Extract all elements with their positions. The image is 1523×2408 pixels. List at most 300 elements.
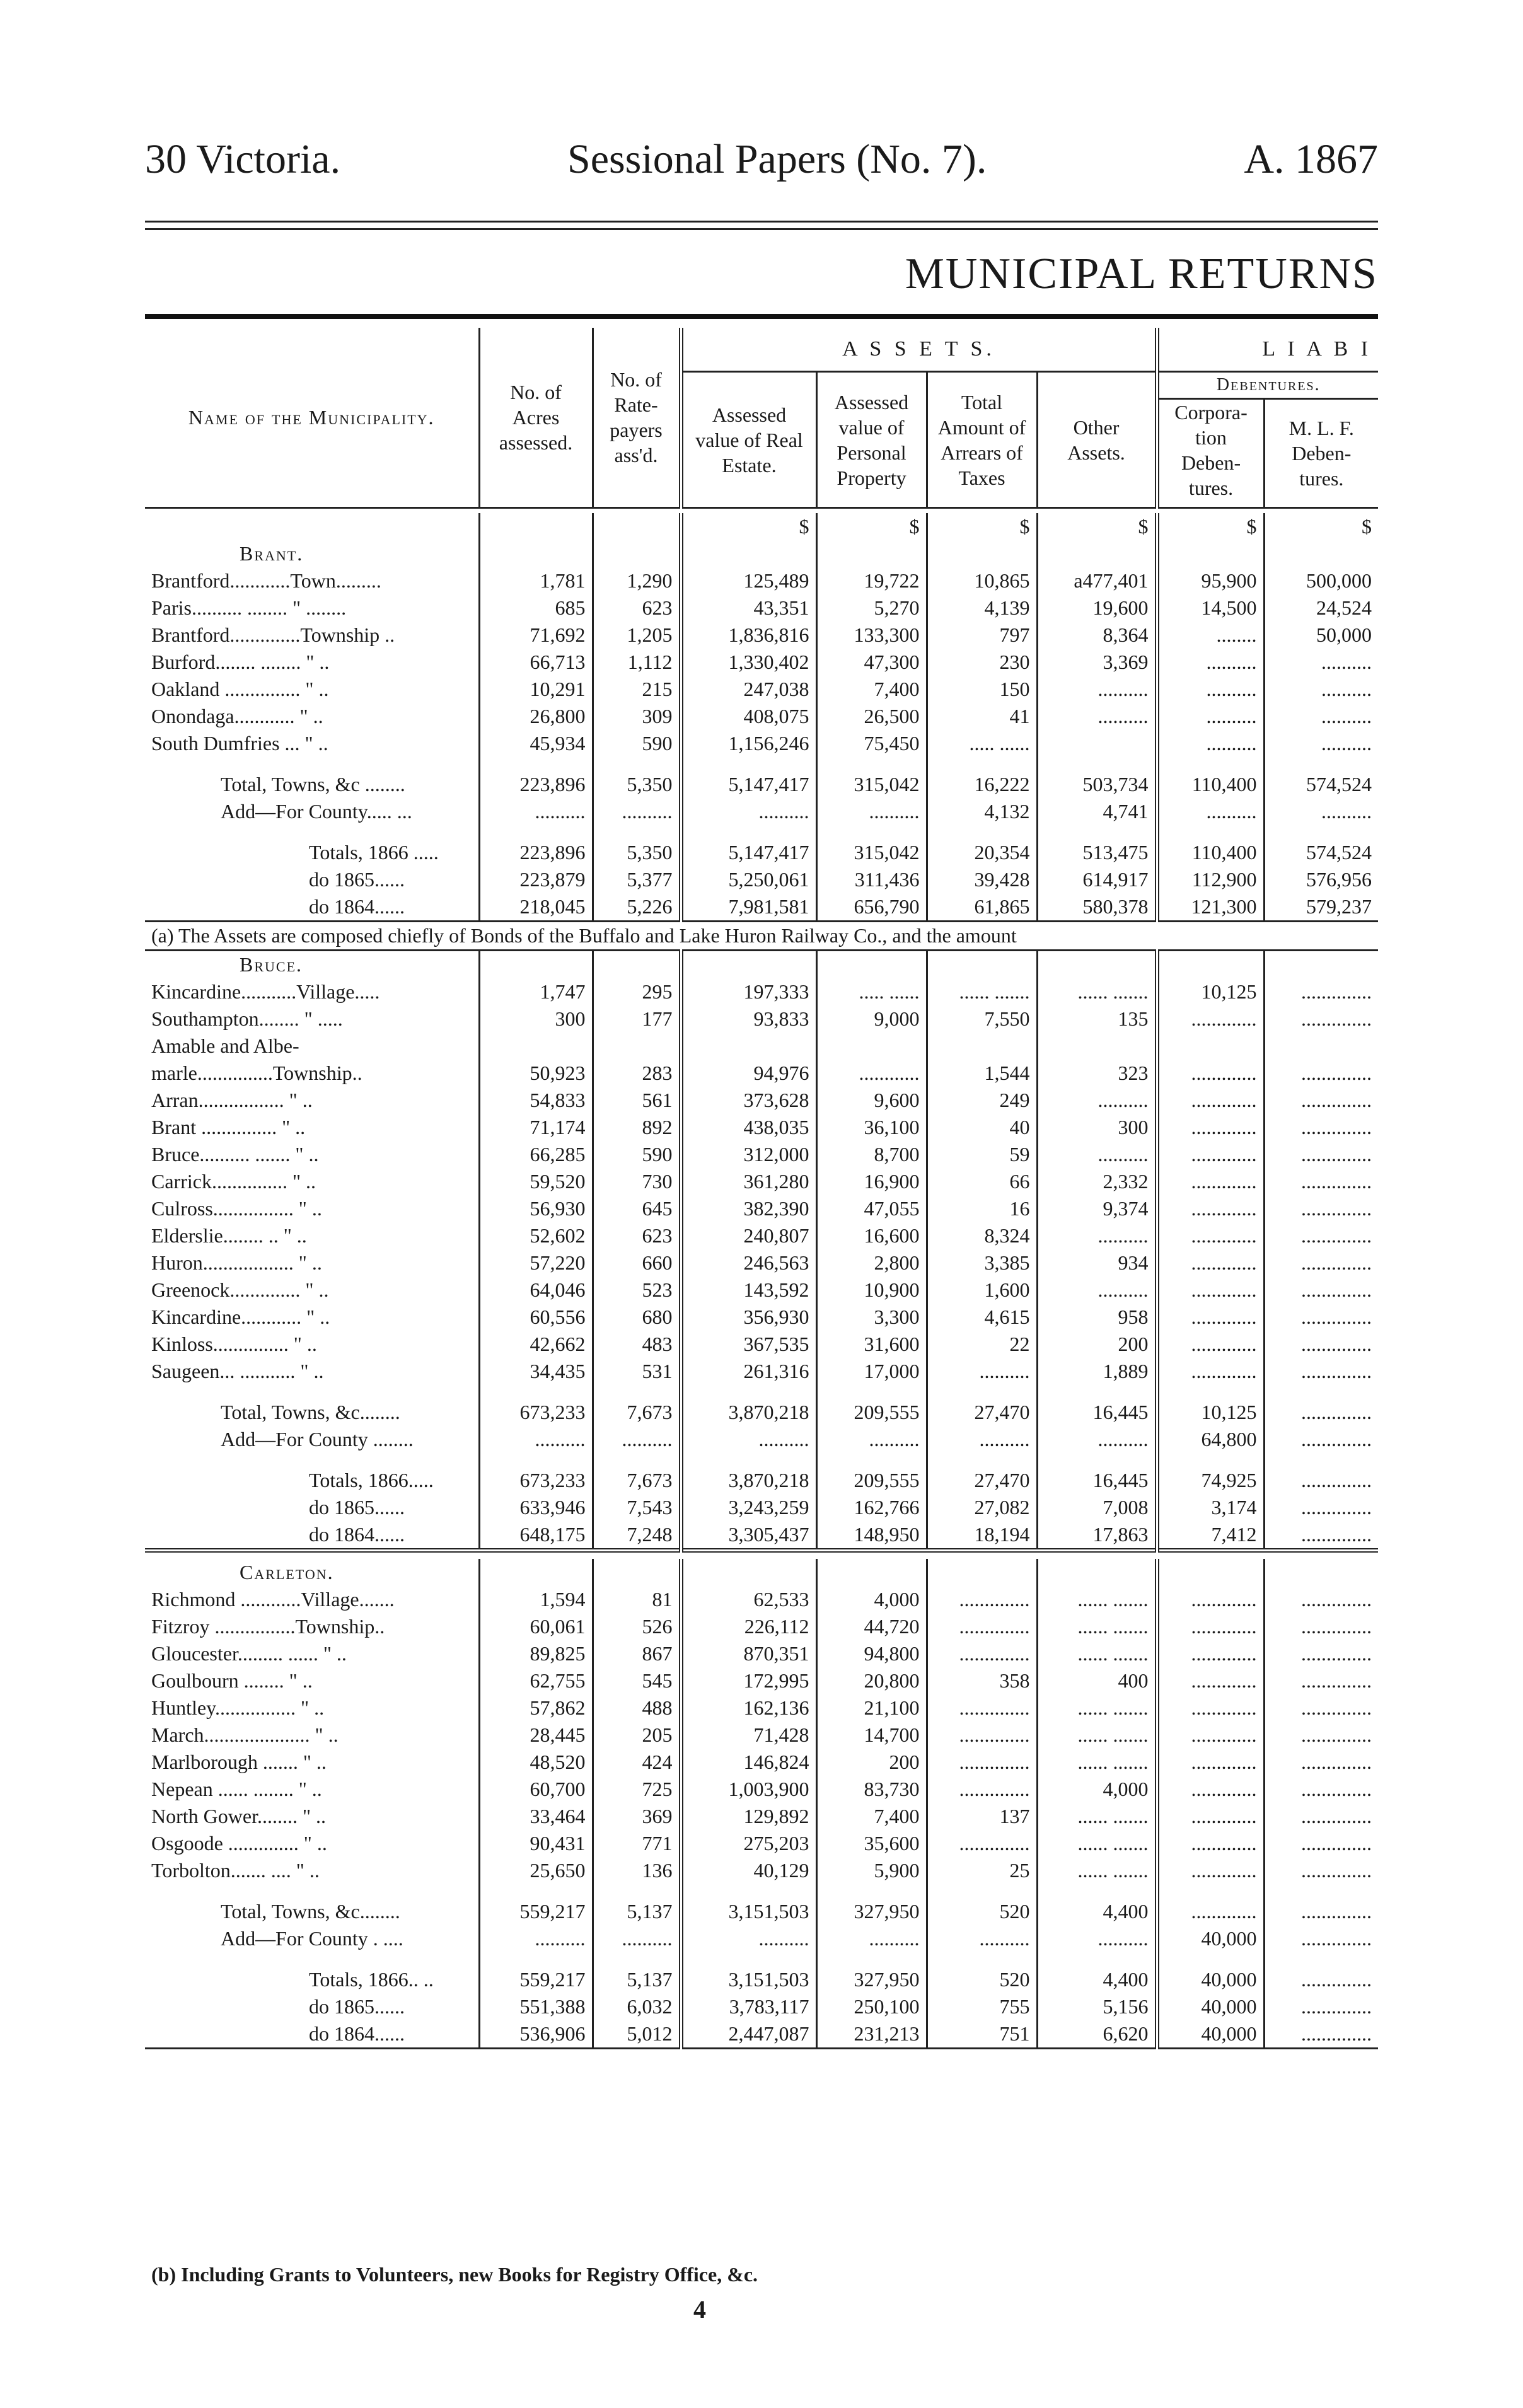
cell: .............. <box>1264 1830 1378 1857</box>
cell: .............. <box>1264 1925 1378 1952</box>
cell: do 1864...... <box>309 894 405 918</box>
cell: .......... <box>1264 703 1378 730</box>
cell: 4,000 <box>816 1586 927 1613</box>
cell: 48,520 <box>479 1749 593 1776</box>
cell: 19,722 <box>816 567 927 594</box>
cell: 623 <box>593 594 681 622</box>
table-row <box>145 1222 1378 1249</box>
cell <box>479 513 593 540</box>
cell: Marlborough ....... " .. <box>151 1750 327 1773</box>
cell: 40 <box>927 1114 1037 1141</box>
cell <box>816 1033 927 1060</box>
currency-row <box>145 513 1378 540</box>
cell: 1,594 <box>479 1586 593 1613</box>
table-row <box>145 622 1378 649</box>
cell: 327,950 <box>816 1898 927 1925</box>
cell: 54,833 <box>479 1087 593 1114</box>
cell: 2,800 <box>816 1249 927 1276</box>
cell: 83,730 <box>816 1776 927 1803</box>
cell <box>479 1559 593 1586</box>
section-divider <box>145 1550 1378 1559</box>
table-row <box>145 1640 1378 1667</box>
cell <box>1037 1559 1157 1586</box>
cell <box>816 540 927 567</box>
cell: Osgoode .............. " .. <box>151 1831 327 1855</box>
cell: .......... <box>1037 1925 1157 1952</box>
cell: Total, Towns, &c ........ <box>221 772 405 796</box>
cell <box>479 1033 593 1060</box>
col-corporation-debentures-header: Corpora-tion Deben-tures. <box>1157 399 1264 508</box>
cell: 9,374 <box>1037 1195 1157 1222</box>
cell: ...... ....... <box>1037 978 1157 1005</box>
cell: 5,147,417 <box>681 771 816 798</box>
cell: 576,956 <box>1264 866 1378 893</box>
cell: North Gower........ " .. <box>151 1804 327 1827</box>
cell: 25 <box>927 1857 1037 1884</box>
cell: .......... <box>479 798 593 825</box>
cell: ..... ...... <box>927 730 1037 757</box>
cell: Nepean ...... ........ " .. <box>151 1777 322 1800</box>
cell: .............. <box>1264 978 1378 1005</box>
cell: 16,445 <box>1037 1467 1157 1494</box>
cell: 45,934 <box>479 730 593 757</box>
cell: 5,156 <box>1037 1993 1157 2020</box>
cell: do 1865...... <box>309 1994 405 2018</box>
cell: 500,000 <box>1264 567 1378 594</box>
cell: .......... <box>1037 1141 1157 1168</box>
cell: 300 <box>1037 1114 1157 1141</box>
cell: Amable and Albe- <box>151 1034 299 1057</box>
cell <box>681 950 816 978</box>
year-totals-row <box>145 2020 1378 2049</box>
cell: Bruce.......... ....... " .. <box>151 1142 319 1166</box>
cell: 5,350 <box>593 771 681 798</box>
cell <box>479 950 593 978</box>
cell: 223,896 <box>479 771 593 798</box>
table-row <box>145 1613 1378 1640</box>
cell: Brant. <box>240 541 304 565</box>
table-row <box>145 1667 1378 1694</box>
cell: 574,524 <box>1264 839 1378 866</box>
cell <box>593 513 681 540</box>
cell: 50,000 <box>1264 622 1378 649</box>
cell: .............. <box>1264 1141 1378 1168</box>
cell: Total, Towns, &c........ <box>221 1400 400 1423</box>
cell: 1,112 <box>593 649 681 676</box>
cell: ...... ....... <box>1037 1830 1157 1857</box>
cell: 513,475 <box>1037 839 1157 866</box>
cell: 14,700 <box>816 1722 927 1749</box>
cell: 4,000 <box>1037 1776 1157 1803</box>
cell: .............. <box>1264 1494 1378 1521</box>
cell: 40,000 <box>1157 1993 1264 2020</box>
cell: 135 <box>1037 1005 1157 1033</box>
cell: ............. <box>1157 1667 1264 1694</box>
cell: 43,351 <box>681 594 816 622</box>
cell: 523 <box>593 1276 681 1304</box>
table-row <box>145 1005 1378 1033</box>
cell: 129,892 <box>681 1803 816 1830</box>
cell: .............. <box>927 1586 1037 1613</box>
cell: .......... <box>593 1925 681 1952</box>
cell: 673,233 <box>479 1399 593 1426</box>
cell: 526 <box>593 1613 681 1640</box>
cell: 112,900 <box>1157 866 1264 893</box>
year-totals-row <box>145 1966 1378 1993</box>
cell: 580,378 <box>1037 893 1157 922</box>
col-other-assets-header: Other Assets. <box>1037 372 1157 508</box>
cell: South Dumfries ... " .. <box>151 731 328 755</box>
cell: ............. <box>1157 1222 1264 1249</box>
cell: 958 <box>1037 1304 1157 1331</box>
cell: .......... <box>1037 676 1157 703</box>
section-heading <box>145 540 1378 567</box>
cell: 356,930 <box>681 1304 816 1331</box>
cell: 680 <box>593 1304 681 1331</box>
cell: 19,600 <box>1037 594 1157 622</box>
cell: 5,012 <box>593 2020 681 2049</box>
cell: .............. <box>1264 1331 1378 1358</box>
cell: 41 <box>927 703 1037 730</box>
cell: 125,489 <box>681 567 816 594</box>
cell <box>681 1033 816 1060</box>
cell: Totals, 1866.. .. <box>309 1967 434 1991</box>
cell: .............. <box>1264 1276 1378 1304</box>
cell: 1,156,246 <box>681 730 816 757</box>
cell: 361,280 <box>681 1168 816 1195</box>
cell: 66,713 <box>479 649 593 676</box>
cell: 94,976 <box>681 1060 816 1087</box>
cell: a477,401 <box>1037 567 1157 594</box>
col-arrears-header: Total Amount of Arrears of Taxes <box>927 372 1037 508</box>
cell: $ <box>816 513 927 540</box>
cell: ............. <box>1157 1898 1264 1925</box>
total-row <box>145 1898 1378 1925</box>
cell: 247,038 <box>681 676 816 703</box>
year-totals-row <box>145 866 1378 893</box>
cell: $ <box>681 513 816 540</box>
cell: 1,290 <box>593 567 681 594</box>
cell: 6,620 <box>1037 2020 1157 2049</box>
spacer-row <box>145 1453 1378 1467</box>
footnote-b: (b) Including Grants to Volunteers, new Books for Registry Office, &c. <box>151 2263 758 2286</box>
cell: Add—For County ........ <box>221 1427 414 1450</box>
cell: 6,032 <box>593 1993 681 2020</box>
cell: 66 <box>927 1168 1037 1195</box>
cell: 7,008 <box>1037 1494 1157 1521</box>
cell <box>593 1559 681 1586</box>
cell: .............. <box>1264 1694 1378 1722</box>
cell: ............. <box>1157 1857 1264 1884</box>
cell: ............. <box>1157 1749 1264 1776</box>
cell: ............. <box>1157 1613 1264 1640</box>
cell: ............. <box>1157 1195 1264 1222</box>
cell: 66,285 <box>479 1141 593 1168</box>
cell: 17,000 <box>816 1358 927 1385</box>
cell: Kincardine............ " .. <box>151 1305 330 1328</box>
liabilities-group-header: L I A B I <box>1157 328 1378 372</box>
cell: .............. <box>927 1776 1037 1803</box>
rule-top-2 <box>145 228 1378 230</box>
cell: 3,385 <box>927 1249 1037 1276</box>
cell: ............. <box>1157 1114 1264 1141</box>
spacer-row <box>145 1884 1378 1898</box>
cell <box>1037 730 1157 757</box>
cell: ...... ....... <box>1037 1857 1157 1884</box>
cell: .......... <box>1264 798 1378 825</box>
cell: 14,500 <box>1157 594 1264 622</box>
spacer-row <box>145 1385 1378 1399</box>
add-county-row <box>145 1426 1378 1453</box>
table-row <box>145 1694 1378 1722</box>
cell: .......... <box>1157 649 1264 676</box>
add-county-row <box>145 1925 1378 1952</box>
cell: 110,400 <box>1157 839 1264 866</box>
cell: 20,800 <box>816 1667 927 1694</box>
table-row <box>145 1857 1378 1884</box>
cell: 645 <box>593 1195 681 1222</box>
cell <box>1264 540 1378 567</box>
table-row <box>145 1776 1378 1803</box>
cell: .............. <box>1264 1358 1378 1385</box>
cell: 7,673 <box>593 1399 681 1426</box>
cell: Culross................ " .. <box>151 1196 322 1220</box>
cell: ...... ....... <box>1037 1613 1157 1640</box>
cell: .............. <box>1264 1613 1378 1640</box>
cell: 62,755 <box>479 1667 593 1694</box>
cell: 143,592 <box>681 1276 816 1304</box>
cell: 71,692 <box>479 622 593 649</box>
cell: 59,520 <box>479 1168 593 1195</box>
cell: 44,720 <box>816 1613 927 1640</box>
cell: Elderslie........ .. " .. <box>151 1224 307 1247</box>
cell: .............. <box>1264 1399 1378 1426</box>
cell: .............. <box>1264 1467 1378 1494</box>
cell: .............. <box>1264 1640 1378 1667</box>
cell: 240,807 <box>681 1222 816 1249</box>
cell: .............. <box>1264 1722 1378 1749</box>
cell: 47,300 <box>816 649 927 676</box>
cell: .............. <box>1264 1857 1378 1884</box>
cell: 400 <box>1037 1667 1157 1694</box>
cell: 1,003,900 <box>681 1776 816 1803</box>
cell <box>927 1033 1037 1060</box>
cell: do 1865...... <box>309 1495 405 1519</box>
cell: Burford........ ........ " .. <box>151 650 330 673</box>
cell: 18,194 <box>927 1521 1037 1551</box>
table-bottom-rule <box>145 2048 1378 2052</box>
cell <box>1037 540 1157 567</box>
cell: Onondaga............ " .. <box>151 704 323 727</box>
cell: ............. <box>1157 1830 1264 1857</box>
cell: ............. <box>1157 1358 1264 1385</box>
cell: .............. <box>1264 1195 1378 1222</box>
cell: .............. <box>1264 1898 1378 1925</box>
cell: ............. <box>1157 1087 1264 1114</box>
cell: marle...............Township.. <box>151 1061 362 1084</box>
cell: 22 <box>927 1331 1037 1358</box>
page-mark: 4 <box>693 2295 706 2324</box>
cell: 64,800 <box>1157 1426 1264 1453</box>
table-row <box>145 1276 1378 1304</box>
cell: 315,042 <box>816 771 927 798</box>
cell: .......... <box>593 1426 681 1453</box>
cell: .......... <box>816 1925 927 1952</box>
cell: ............. <box>1157 1005 1264 1033</box>
cell: 9,000 <box>816 1005 927 1033</box>
col-ratepayers-header: No. of Rate-payers ass'd. <box>593 328 681 508</box>
cell: 623 <box>593 1222 681 1249</box>
cell: 64,046 <box>479 1276 593 1304</box>
cell: 16,222 <box>927 771 1037 798</box>
cell: 545 <box>593 1667 681 1694</box>
cell: 71,174 <box>479 1114 593 1141</box>
cell: 10,291 <box>479 676 593 703</box>
cell: .......... <box>816 798 927 825</box>
cell: .......... <box>1157 730 1264 757</box>
cell: 223,896 <box>479 839 593 866</box>
cell: 3,300 <box>816 1304 927 1331</box>
municipal-returns-table <box>145 328 1378 2052</box>
cell: Southampton........ " ..... <box>151 1007 343 1030</box>
cell: .............. <box>1264 1060 1378 1087</box>
table-row <box>145 1331 1378 1358</box>
cell: 5,900 <box>816 1857 927 1884</box>
cell: 74,925 <box>1157 1467 1264 1494</box>
cell: .............. <box>1264 1114 1378 1141</box>
cell: 751 <box>927 2020 1037 2049</box>
table-row <box>145 649 1378 676</box>
cell: 200 <box>1037 1331 1157 1358</box>
cell: Kinloss............... " .. <box>151 1332 317 1355</box>
cell <box>927 950 1037 978</box>
cell: Carrick............... " .. <box>151 1169 316 1193</box>
cell: Saugeen... ........... " .. <box>151 1359 324 1382</box>
cell: .......... <box>1264 676 1378 703</box>
table-row <box>145 1586 1378 1613</box>
cell: 531 <box>593 1358 681 1385</box>
cell: ...... ....... <box>1037 1803 1157 1830</box>
cell: 3,369 <box>1037 649 1157 676</box>
cell <box>145 513 479 540</box>
cell: .......... <box>927 1358 1037 1385</box>
cell: 62,533 <box>681 1586 816 1613</box>
cell: 1,781 <box>479 567 593 594</box>
cell: 3,305,437 <box>681 1521 816 1551</box>
cell: 36,100 <box>816 1114 927 1141</box>
cell: .......... <box>681 1426 816 1453</box>
cell: 4,615 <box>927 1304 1037 1331</box>
cell: Add—For County..... ... <box>221 799 412 823</box>
cell: 209,555 <box>816 1467 927 1494</box>
cell: 230 <box>927 649 1037 676</box>
table-row <box>145 1249 1378 1276</box>
cell: 21,100 <box>816 1694 927 1722</box>
cell: 7,248 <box>593 1521 681 1551</box>
cell: ............. <box>1157 1803 1264 1830</box>
cell <box>1264 1559 1378 1586</box>
cell: 4,741 <box>1037 798 1157 825</box>
cell: 16,900 <box>816 1168 927 1195</box>
table-row <box>145 1803 1378 1830</box>
cell: 8,700 <box>816 1141 927 1168</box>
cell: .............. <box>927 1749 1037 1776</box>
cell: .............. <box>1264 1005 1378 1033</box>
cell: 249 <box>927 1087 1037 1114</box>
cell <box>681 540 816 567</box>
cell: 33,464 <box>479 1803 593 1830</box>
col-name-header: Name of the Municipality. <box>188 406 435 429</box>
cell: 590 <box>593 1141 681 1168</box>
page-title: MUNICIPAL RETURNS <box>905 250 1378 298</box>
cell: Arran................. " .. <box>151 1088 313 1111</box>
cell: .............. <box>1264 1249 1378 1276</box>
cell: 31,600 <box>816 1331 927 1358</box>
cell: Richmond ............Village....... <box>151 1587 395 1611</box>
cell: 4,139 <box>927 594 1037 622</box>
cell: Brant ............... " .. <box>151 1115 306 1138</box>
cell: 312,000 <box>681 1141 816 1168</box>
table-row <box>145 730 1378 757</box>
cell: 1,836,816 <box>681 622 816 649</box>
cell <box>479 540 593 567</box>
col-personal-property-header: Assessed value of Personal Property <box>816 372 927 508</box>
cell: 7,400 <box>816 1803 927 1830</box>
cell: ...... ....... <box>1037 1640 1157 1667</box>
cell: 60,061 <box>479 1613 593 1640</box>
cell: 579,237 <box>1264 893 1378 922</box>
header-papers: Sessional Papers (No. 7). <box>567 136 987 182</box>
cell: 16,445 <box>1037 1399 1157 1426</box>
cell: do 1864...... <box>309 2022 405 2045</box>
cell: 60,700 <box>479 1776 593 1803</box>
cell: 35,600 <box>816 1830 927 1857</box>
cell: .......... <box>1037 1276 1157 1304</box>
cell: 633,946 <box>479 1494 593 1521</box>
cell: 57,220 <box>479 1249 593 1276</box>
section-heading <box>145 1559 1378 1586</box>
cell <box>927 540 1037 567</box>
cell: .......... <box>1157 676 1264 703</box>
cell <box>1157 540 1264 567</box>
cell: 7,673 <box>593 1467 681 1494</box>
cell: .............. <box>927 1613 1037 1640</box>
cell: 261,316 <box>681 1358 816 1385</box>
cell: 520 <box>927 1966 1037 1993</box>
cell: ...... ....... <box>1037 1749 1157 1776</box>
cell: 4,400 <box>1037 1966 1157 1993</box>
table-row <box>145 567 1378 594</box>
cell: 5,250,061 <box>681 866 816 893</box>
cell: Carleton. <box>240 1560 334 1583</box>
cell: 26,800 <box>479 703 593 730</box>
cell: 71,428 <box>681 1722 816 1749</box>
cell <box>1037 1033 1157 1060</box>
cell: ............. <box>1157 1168 1264 1195</box>
cell: 150 <box>927 676 1037 703</box>
cell: do 1865...... <box>309 867 405 891</box>
cell: 223,879 <box>479 866 593 893</box>
cell: 177 <box>593 1005 681 1033</box>
cell: 4,132 <box>927 798 1037 825</box>
table-row <box>145 978 1378 1005</box>
cell: 40,000 <box>1157 1925 1264 1952</box>
cell: 870,351 <box>681 1640 816 1667</box>
cell: Total, Towns, &c........ <box>221 1899 400 1923</box>
cell <box>593 950 681 978</box>
cell: 61,865 <box>927 893 1037 922</box>
cell: .............. <box>1264 2020 1378 2049</box>
